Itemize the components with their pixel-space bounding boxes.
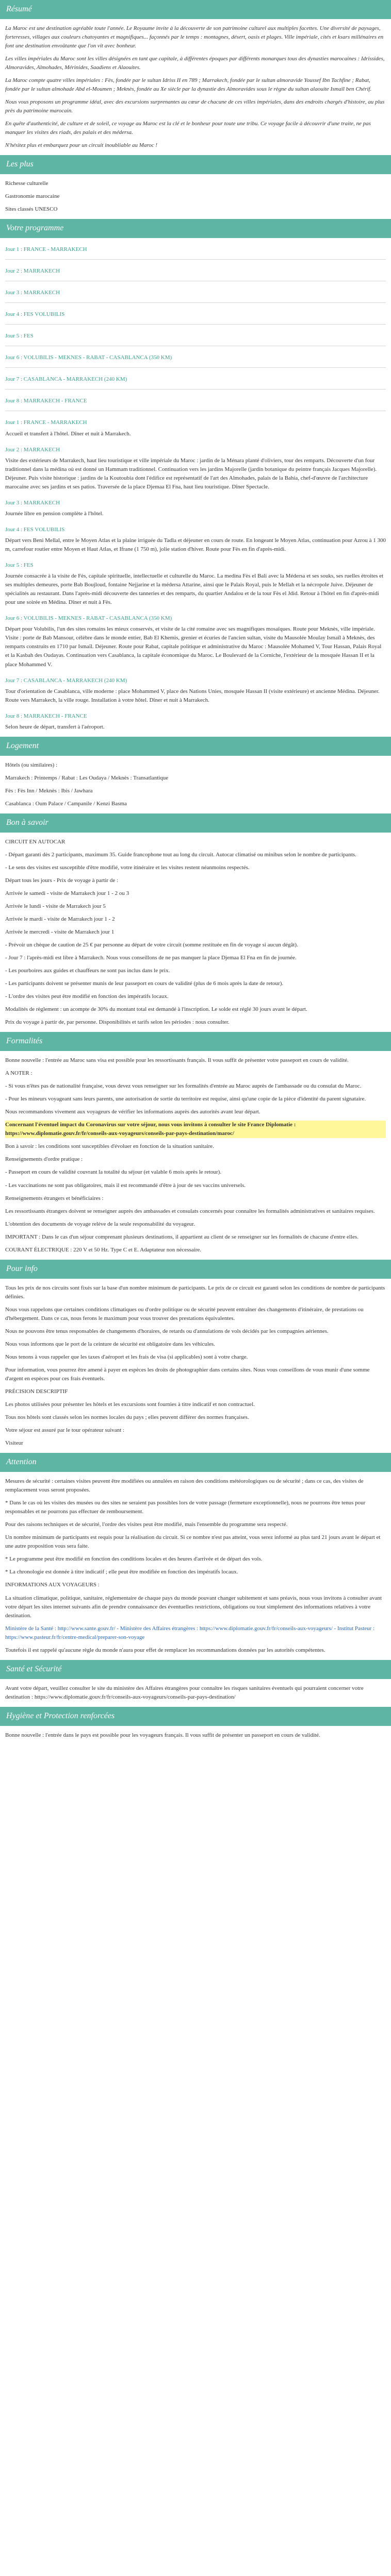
info-line: CIRCUIT EN AUTOCAR	[5, 838, 66, 845]
info-line: INFORMATIONS AUX VOYAGEURS :	[5, 1582, 100, 1588]
formalites-section	[0, 1056, 391, 1255]
info-line: Tous nos hôtels sont classés selon les normes locales du pays ; elles peuvent différer des normes françaises.	[5, 1414, 249, 1421]
section-title-attention: Attention	[0, 1453, 391, 1472]
info-line: - Prévoir un chèque de caution de 25 € par personne au départ de votre circuit (somme restituée en fin de voyage si aucun dégât).	[5, 941, 298, 948]
info-line: PRÉCISION DESCRIPTIF	[5, 1388, 68, 1395]
day-title: Jour 8 : MARRAKECH - FRANCE	[5, 713, 87, 719]
resume-paragraph: N'hésitez plus et embarquez pour un circuit inoubliable au Maroc !	[5, 142, 158, 149]
day-title: Jour 5 : FES	[5, 562, 34, 569]
day-label: Jour 7 : CASABLANCA - MARRAKECH (240 KM)	[5, 376, 127, 383]
info-line: La situation climatique, politique, sanitaire, réglementaire de chaque pays du monde pouvant changer subitement et sans préavis, nous vous invitons à consulter avant votre départ les sites internet suivants afin de prendre connaissance des éventuelles restrictions, obligations ou tout simplement des informations relatives à votre destination.	[5, 1595, 382, 1619]
info-line: - Les pourboires aux guides et chauffeurs ne sont pas inclus dans le prix.	[5, 968, 170, 974]
section-title-programme: Votre programme	[0, 219, 391, 238]
day-title: Jour 4 : FES VOLUBILIS	[5, 526, 65, 533]
sante-section	[0, 1684, 391, 1702]
info-line: Nous vous informons que le port de la ceinture de sécurité est obligatoire dans les véhicules.	[5, 1341, 215, 1347]
programme-section	[0, 245, 391, 732]
day-text: Journée libre en pension complète à l'hôtel.	[5, 510, 104, 517]
day-label: Jour 2 : MARRAKECH	[5, 268, 60, 275]
day-text: Visite des extérieurs de Marrakech, haut lieu touristique et ville impériale du Maroc : jardin de la Ménara planté d'oliviers, tour des remparts. Découverte d'un four traditionnel dans la médina où est donné un Hammam traditionnel. Continuation vers les jardins Majorelle (jardin botanique du peintre français Jacques Majorelle). Déjeuner. Puis visite historique : jardins de la Koutoubia dont l'édifice est représentatif de l'art des Almohades, palais de la Bahia, chef-d'œuvre de l'architecture marocaine avec ses jardins et ses patios. Traversée de la place Djemaa El Fna, haut lieu touristique. Dîner Spectacle.	[5, 457, 377, 490]
logement-line: Hôtels (ou similaires) :	[5, 761, 58, 768]
info-line: * Dans le cas où les visites des musées ou des sites ne seraient pas possibles lors de votre passage (fermeture exceptionnelle), nous ne pourrons être tenus pour responsables et ne pourrons pas effectuer de remboursement.	[5, 1500, 366, 1515]
divider	[5, 259, 386, 260]
hygiene-section	[0, 1731, 391, 1740]
info-line: Visiteur	[5, 1440, 23, 1447]
highlighted-notice	[5, 1121, 386, 1138]
section-title-bonasavoir: Bon à savoir	[0, 814, 391, 833]
resume-paragraph: Les villes impériales du Maroc sont les villes désignées en tant que capitale, à différentes époques par différents monarques tous des dynasties marocaines : Idrissides, Almoravides, Almohades, Mérinides, Saadiens et Alaouites.	[5, 55, 385, 71]
day-title: Jour 1 : FRANCE - MARRAKECH	[5, 419, 87, 426]
official-links[interactable]: Ministère de la Santé : http://www.sante.gouv.fr/ - Ministère des Affaires étrangères : https://www.diplomatie.gouv.fr/fr/conseils-aux-voyageurs/ - Institut Pasteur : https://www.pasteur.fr/fr/centre-medical/preparer-son-voyage	[5, 1625, 375, 1640]
bonasavoir-section	[0, 838, 391, 1027]
day-text: Journée consacrée à la visite de Fès, capitale spirituelle, intellectuelle et culturelle du Maroc. La medina Fès el Bali avec la Médersa et ses souks, ses ruelles étroites et ses multiples demeures, porte Bab Boujloud, fontaine Nejjarine et la médersa Attarine, ainsi que le Palais Royal, puis le Mellah et la nécropole Juive. Déjeuner de spécialités au restaurant. Dans l'après-midi découverte des tanneries et des remparts, du quartier Andalou et de la tour Fès el Jdid. Retour à l'hôtel en fin d'après-midi pour une soirée en Médina. Dîner et nuit à Fès.	[5, 573, 384, 606]
info-line: L'obtention des documents de voyage relève de la seule responsabilité du voyageur.	[5, 1221, 195, 1227]
logement-section	[0, 761, 391, 808]
info-line: * Le programme peut être modifié en fonction des conditions locales et des heures d'arrivée et de départ des vols.	[5, 1556, 263, 1563]
logement-line: Casablanca : Oum Palace / Campanile / Kenzi Basma	[5, 800, 127, 807]
info-line: Avant votre départ, veuillez consulter le site du ministère des Affaires étrangères pour connaître les risques sanitaires éventuels qui pourraient concerner votre destination : https://www.diplomatie.gouv.fr/fr/conseils-aux-voyageurs/conseils-par-pays-destination/	[5, 1685, 364, 1700]
info-line: - Passeport en cours de validité couvrant la totalité du séjour (et valable 6 mois après le retour).	[5, 1169, 222, 1176]
day-title: Jour 7 : CASABLANCA - MARRAKECH (240 KM)	[5, 677, 127, 684]
day-text: Accueil et transfert à l'hôtel. Dîner et nuit à Marrakech.	[5, 430, 131, 437]
info-line: Bonne nouvelle : l'entrée au Maroc sans visa est possible pour les ressortissants français. Il vous suffit de présenter votre passeport en cours de validité.	[5, 1057, 349, 1064]
day-text: Tour d'orientation de Casablanca, ville moderne : place Mohammed V, place des Nations Unies, mosquée Hassan II (visite extérieure) et ancienne Médina. Déjeuner. Route vers Marrakech, la ville rouge. Installation à votre hôtel. Dîner et nuit à Marrakech.	[5, 688, 380, 703]
info-line: Nous vous rappelons que certaines conditions climatiques ou d'ordre politique ou de sécurité peuvent entraîner des changements d'itinéraire, de prestations ou d'hébergement. Dans ce cas, nous ferons le maximum pour vous trouver des prestations équivalentes.	[5, 1306, 364, 1321]
info-line: Arrivée le mercredi - visite de Marrakech jour 1	[5, 928, 115, 935]
info-line: - Le sens des visites est susceptible d'être modifié, votre itinéraire et les visites restent néanmoins respectés.	[5, 864, 250, 871]
divider	[5, 324, 386, 325]
info-line: Nous tenons à vous rappeler que les taxes d'aéroport et les frais de visa (si applicables) sont à votre charge.	[5, 1353, 248, 1360]
day-title: Jour 3 : MARRAKECH	[5, 499, 60, 506]
resume-paragraph: Nous vous proposons un programme idéal, avec des excursions surprenantes au cœur de chacune de ces villes impériales, dans des endroits chargés d'histoire, au plus près du patrimoine marocain.	[5, 99, 385, 114]
divider	[5, 302, 386, 303]
day-title: Jour 6 : VOLUBILIS - MEKNES - RABAT - CASABLANCA (350 KM)	[5, 615, 172, 622]
info-line: Modalités de règlement : un acompte de 30% du montant total est demandé à l'inscription. Le solde est réglé 30 jours avant le départ.	[5, 1006, 307, 1013]
lesplus-item: Richesse culturelle	[5, 180, 48, 187]
day-text: Départ vers Beni Mellal, entre le Moyen Atlas et la plaine irriguée du Tadla et déjeuner en cours de route. En longeant le Moyen Atlas, continuation pour Azrou à 1 300 m, carrefour routier entre Moyen et Haut Atlas, et Ifrane (1 750 m), jolie station d'hiver. Route pour Fès en fin d'après-midi.	[5, 537, 386, 552]
info-line: Les photos utilisées pour présenter les hôtels et les excursions sont fournies à titre indicatif et non contractuel.	[5, 1401, 255, 1408]
info-line: Nous ne pouvons être tenus responsables de changements d'horaires, de retards ou d'annulations de vols décidés par les compagnies aériennes.	[5, 1328, 329, 1334]
info-line: Arrivée le mardi - visite de Marrakech jour 1 - 2	[5, 916, 115, 922]
section-title-pourinfo: Pour info	[0, 1260, 391, 1279]
section-title-logement: Logement	[0, 737, 391, 756]
day-text: Départ pour Volubilis, l'un des sites romains les mieux conservés, et visite de la cité romaine avec ses magnifiques mosaïques. Route pour Meknès, ville impériale. Visite : porte de Bab Mansour, célèbre dans le monde entier, Bab El Khemis, grenier et écuries de l'ancien sultan, visite du Mausolée Moulay Ismaïl à Meknès, des remparts construits en 1710 par Ismaïl. Déjeuner. Route pour Rabat, capitale politique et administrative du Maroc : Mausolée Mohamed V, Tour Hassan, Palais Royal et la Kasbah des Oudayas. Continuation vers Casablanca, la capitale économique du Maroc. Le Boulevard de la Corniche, l'extérieur de la mosquée Hassan II et la place Mohammed V.	[5, 626, 382, 668]
attention-section	[0, 1477, 391, 1655]
logement-line: Fès : Fès Inn / Meknès : Ibis / Jawhara	[5, 787, 93, 794]
day-label: Jour 3 : MARRAKECH	[5, 290, 60, 296]
info-line: Tous les prix de nos circuits sont fixés sur la base d'un nombre minimum de participants. Le prix de ce circuit est garanti selon les conditions de nombre de participants définies.	[5, 1284, 385, 1300]
info-line: Bon à savoir : les conditions sont susceptibles d'évoluer en fonction de la situation sanitaire.	[5, 1143, 214, 1150]
info-line: Pour des raisons techniques et de sécurité, l'ordre des visites peut être modifié, mais l'ensemble du programme sera respecté.	[5, 1521, 288, 1528]
day-label: Jour 4 : FES VOLUBILIS	[5, 311, 65, 318]
info-line: Pour information, vous pourrez être amené à payer en espèces les droits de photographier dans certains sites. Nous vous conseillons de vous munir d'une somme d'argent en espèces pour ces frais éventuels.	[5, 1366, 370, 1382]
lesplus-item: Gastronomie marocaine	[5, 193, 60, 200]
day-label: Jour 6 : VOLUBILIS - MEKNES - RABAT - CASABLANCA (350 KM)	[5, 354, 172, 361]
resume-paragraph: La Maroc compte quatre villes impériales : Fès, fondée par le sultan Idriss II en 789 ; Marrakech, fondée par le sultan almoravide Youssef Ibn Tachfine ; Rabat, fondée par le sultan almohade Abd el-Moumen ; Meknès, fondée au Xe siècle par la dynastie des Almoravides sous le règne du sultan alaouite Ismaïl ben Chérif.	[5, 77, 372, 93]
resume-paragraph: La Maroc est une destination agréable toute l'année. Le Royaume invite à la découverte de son patrimoine culturel aux multiples facettes. Une diversité de paysages, forteresses, villages aux couleurs chatoyantes et magnifiques... façonnés par le temps : montagnes, désert, oasis et plages. Ville impériale, cités et ksars millénaires en font une destination envoûtante que l'on vit avec bonheur.	[5, 25, 384, 49]
day-title: Jour 2 : MARRAKECH	[5, 446, 60, 453]
day-label: Jour 5 : FES	[5, 333, 34, 340]
info-line: - L'ordre des visites peut être modifié en fonction des impératifs locaux.	[5, 993, 169, 1000]
info-line: Un nombre minimum de participants est requis pour la réalisation du circuit. Si ce nombre n'est pas atteint, vous serez informé au plus tard 21 jours avant le départ et une autre proposition vous sera faite.	[5, 1534, 381, 1550]
info-line: Renseignements étrangers et bénéficiaires :	[5, 1195, 104, 1201]
section-title-sante: Santé et Sécurité	[0, 1660, 391, 1679]
resume-section	[0, 24, 391, 150]
info-line: Départ tous les jours - Prix de voyage à partir de :	[5, 877, 119, 884]
info-line: IMPORTANT : Dans le cas d'un séjour comprenant plusieurs destinations, il appartient au client de se renseigner sur les formalités de chacune d'entre elles.	[5, 1233, 359, 1240]
info-line: COURANT ÉLECTRIQUE : 220 V et 50 Hz. Type C et E. Adaptateur non nécessaire.	[5, 1246, 201, 1253]
info-line: Prix du voyage à partir de, par personne. Disponibilités et tarifs selon les périodes : nous consulter.	[5, 1019, 230, 1026]
resume-paragraph: En quête d'authenticité, de culture et de soleil, ce voyage au Maroc est la clé et le bonheur pour toute une tribu. Ce voyage facile à découvrir d'une traite, ne pas manquer les visites des riads, des palais et des médersa.	[5, 121, 371, 136]
info-line: Arrivée le samedi - visite de Marrakech jour 1 - 2 ou 3	[5, 890, 129, 896]
day-label: Jour 8 : MARRAKECH - FRANCE	[5, 398, 87, 404]
info-line: - Si vous n'êtes pas de nationalité française, vous devez vous renseigner sur les formalités d'entrée au Maroc auprès de l'ambassade ou du consulat du Maroc.	[5, 1083, 362, 1090]
lesplus-section	[0, 179, 391, 214]
day-text: Selon heure de départ, transfert à l'aéroport.	[5, 723, 105, 730]
section-title-lesplus: Les plus	[0, 155, 391, 174]
info-line: - Les participants doivent se présenter munis de leur passeport en cours de validité (plus de 6 mois après la date de retour).	[5, 980, 284, 987]
info-line: Bonne nouvelle : l'entrée dans le pays est possible pour les voyageurs français. Il vous suffit de présenter un passeport en cours de validité.	[5, 1732, 320, 1738]
logement-line: Marrakech : Printemps / Rabat : Les Oudaya / Meknès : Transatlantique	[5, 774, 169, 781]
info-line: Les ressortissants étrangers doivent se renseigner auprès des ambassades et consulats concernés pour connaître les formalités administratives et sanitaires requises.	[5, 1208, 375, 1214]
info-line: Votre séjour est assuré par le tour opérateur suivant :	[5, 1427, 125, 1434]
info-line: Mesures de sécurité : certaines visites peuvent être modifiées ou annulées en raison des conditions météorologiques ou de sécurité ; dans ce cas, des visites de remplacement vous seront proposées.	[5, 1478, 364, 1494]
coronavirus-notice: Concernant l'éventuel impact du Coronavirus sur votre séjour, nous vous invitons à consulter le site France Diplomatie : https://www.diplomatie.gouv.fr/fr/conseils-aux-voyageurs/conseils-par-pays-destination/maroc/	[5, 1122, 296, 1137]
day-label: Jour 1 : FRANCE - MARRAKECH	[5, 246, 87, 253]
pourinfo-section	[0, 1284, 391, 1448]
section-title-formalites: Formalités	[0, 1032, 391, 1051]
info-line: A NOTER :	[5, 1070, 32, 1077]
info-line: Nous recommandons vivement aux voyageurs de vérifier les informations auprès des autorités avant leur départ.	[5, 1109, 260, 1115]
info-line: - Départ garanti dès 2 participants, maximum 35. Guide francophone tout au long du circuit. Autocar climatisé ou minibus selon le nombre de participants.	[5, 851, 356, 858]
info-line: * La chronologie est donnée à titre indicatif ; elle peut être modifiée en fonction des impératifs locaux.	[5, 1569, 238, 1575]
info-line: - Jour 7 : l'après-midi est libre à Marrakech. Nous vous conseillons de ne pas manquer la place Djemaa El Fna en fin de journée.	[5, 954, 297, 961]
info-line: Arrivée le lundi - visite de Marrakech jour 5	[5, 903, 106, 909]
lesplus-item: Sites classés UNESCO	[5, 206, 58, 213]
info-line: - Pour les mineurs voyageant sans leurs parents, une autorisation de sortie du territoire est requise, ainsi qu'une copie de la pièce d'identité du parent signataire.	[5, 1096, 366, 1103]
info-line: - Les vaccinations ne sont pas obligatoires, mais il est recommandé d'être à jour de ses vaccins universels.	[5, 1182, 246, 1189]
section-title-hygiene: Hygiène et Protection renforcées	[0, 1707, 391, 1726]
info-line: Toutefois il est rappelé qu'aucune règle du monde n'aura pour effet de remplacer les recommandations données par les autorités compétentes.	[5, 1647, 325, 1653]
section-title-resume: Résumé	[0, 0, 391, 19]
info-line: Renseignements d'ordre pratique :	[5, 1156, 83, 1163]
divider	[5, 367, 386, 368]
